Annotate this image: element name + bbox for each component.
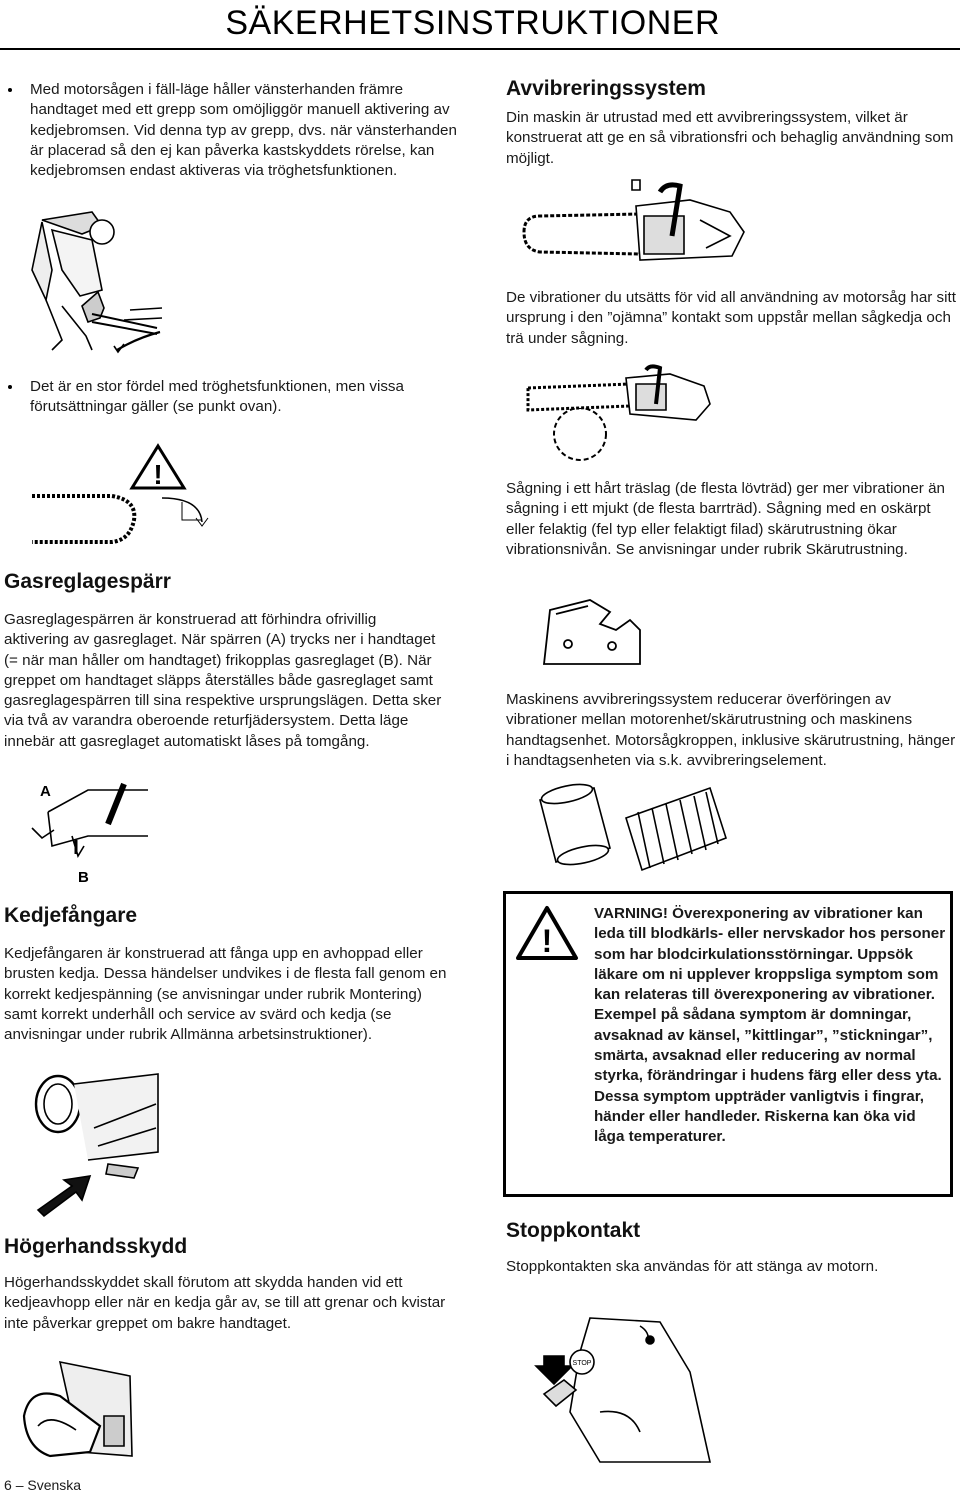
right-hand-guard-heading: Högerhandsskydd xyxy=(4,1235,188,1258)
bullet-text: Med motorsågen i fäll-läge håller vänsterhanden främre handtaget med ett grepp som omöjliggör manuell aktivering av kedjebromsen. Vid denna typ av grepp, dvs. när vänsterhanden är placerad så den ej kan påverka kastskyddets rörelse, kan kedjebromsen endast aktiveras via tröghetsfunktionen. xyxy=(30,81,457,180)
gas-heading: Gasreglagespärr xyxy=(4,570,171,593)
cutter-tooth-illustration xyxy=(540,590,650,670)
stop-switch-text: Stoppkontakten ska användas för att stänga av motorn. xyxy=(506,1258,879,1275)
label-a: A xyxy=(40,783,51,800)
chain-catcher-text: Kedjefångaren är konstruerad att fånga upp en avhoppad eller brusten kedja. Dessa händelser undvikes i de flesta fall genom en korrekt kedjespänning (se anvisningar under rubrik Montering) samt korrekt underhåll och service av svärd och kedja (se anvisningar under rubrik Allmänna arbetsinstruktioner). xyxy=(4,945,447,1044)
anti-vibration-text-1: Din maskin är utrustad med ett avvibreringssystem, vilket är konstruerat att ge en så vibrationsfri och behaglig användning som möjligt. xyxy=(506,109,954,167)
chainsaw-cutting-illustration xyxy=(520,364,720,464)
bullet-item-2 xyxy=(4,377,470,418)
chainsaw-illustration xyxy=(520,176,750,272)
vibration-warning-box xyxy=(503,891,953,1197)
svg-text:!: ! xyxy=(153,459,163,490)
bullet-dot xyxy=(8,88,12,92)
bullet-dot xyxy=(8,385,12,389)
svg-text:!: ! xyxy=(541,923,553,959)
footer-language: Svenska xyxy=(27,1477,82,1493)
page-title: SÄKERHETSINSTRUKTIONER xyxy=(225,4,720,42)
anti-vibration-text-4: Maskinens avvibreringssystem reducerar överföringen av vibrationer mellan motorenhet/skärutrustning och maskinens handtagsenhet. Motorsågkroppen, inklusive skärutrustning, hänger i handtagsenheten via s.k. avvibreringselement. xyxy=(506,691,956,769)
bullet-item-1 xyxy=(4,80,470,181)
vibration-warning-text: VARNING! Överexponering av vibrationer kan leda till blodkärls- eller nervskador hos personer som har blodcirkulationsstörningar. Uppsök läkare om ni upplever kroppsliga symptom som kan relateras till överexponering av vibrationer. Exempel på sådana symptom är domningar, avsaknad av känsel, ”kittlingar”, ”stickningar”, smärta, avsaknad eller reducering av normal styrka, förändringar i hudens färg eller dess yta. Dessa symptom uppträder vanligtvis i fingrar, händer eller handleder. Riskerna kan öka vid låga temperaturer. xyxy=(594,905,946,1146)
gas-text: Gasreglagespärren är konstruerad att förhindra ofrivillig aktivering av gasreglaget. När spärren (A) trycks ner i handtaget (= när man håller om handtaget) frikopplas gasreglaget (B). När greppet om handtaget släpps återställes både gasreglaget samt gasreglagespärren till sina respektive ursprungslägen. Detta sker via två av varandra oberoende returfjädersystem. Detta läge innebär att gasreglaget automatiskt låses på tomgång. xyxy=(4,611,442,750)
footer-dash: – xyxy=(15,1477,24,1493)
anti-vibration-elements-illustration xyxy=(530,778,730,886)
right-hand-guard-text: Högerhandsskyddet skall förutom att skydda handen vid ett kedjeavhopp eller när en kedja går av, se till att grenar och kvistar inte påverkar greppet om bakre handtaget. xyxy=(4,1274,446,1332)
chain-catcher-heading: Kedjefångare xyxy=(4,904,138,927)
hand-guard-illustration xyxy=(20,1356,140,1466)
stop-switch-illustration xyxy=(530,1312,720,1472)
chain-catcher-illustration xyxy=(28,1064,168,1216)
anti-vibration-heading: Avvibreringssystem xyxy=(506,77,706,100)
anti-vibration-text-2: De vibrationer du utsätts för vid all användning av motorsåg har sitt ursprung i den ”ojämna” kontakt som uppstår mellan sågkedja och trä under sågning. xyxy=(506,289,956,347)
label-b: B xyxy=(78,869,89,886)
header-rule xyxy=(0,48,960,50)
page-number: 6 xyxy=(4,1477,12,1493)
anti-vibration-text-3: Sågning i ett hårt träslag (de flesta lövträd) ger mer vibrationer än sågning i ett mjukt (de flesta barrträd). Sågning med en oskärpt eller felaktig (fel typ eller felaktigt filad) skärutrustning ökar vibrationsnivån. Se anvisningar under rubrik Skärutrustning. xyxy=(506,480,945,558)
throttle-lockout-illustration xyxy=(28,776,148,886)
warning-triangle-icon xyxy=(516,906,578,960)
stop-switch-heading: Stoppkontakt xyxy=(506,1219,641,1242)
chain-brake-warning-illustration xyxy=(32,440,222,552)
operator-felling-illustration xyxy=(22,210,182,360)
page-footer xyxy=(4,1477,81,1493)
bullet-text: Det är en stor fördel med tröghetsfunktionen, men vissa förutsättningar gäller (se punkt ovan). xyxy=(30,378,404,416)
stop-label: STOP xyxy=(572,1360,592,1367)
